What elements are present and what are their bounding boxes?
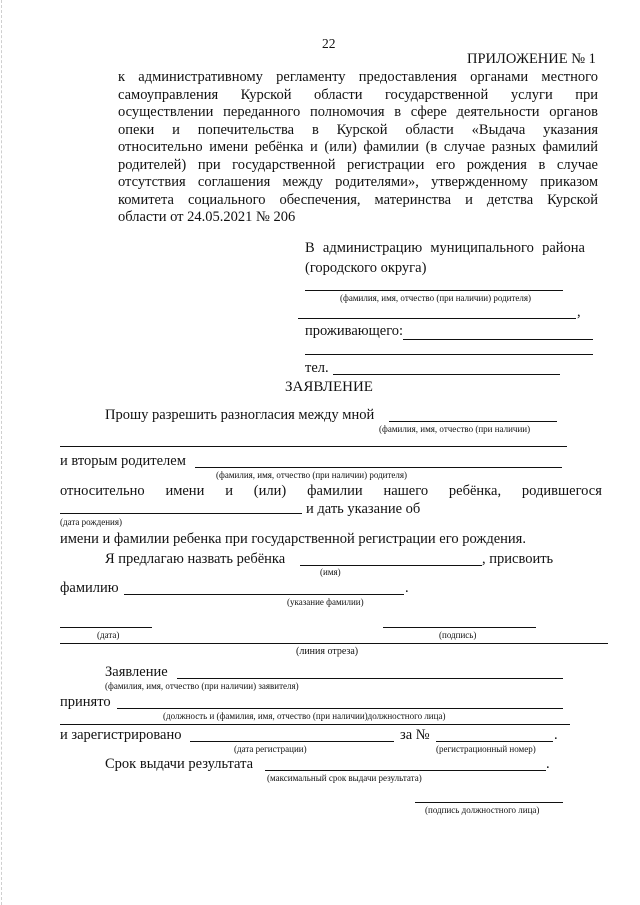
reg-date-caption: (дата регистрации) — [234, 744, 307, 754]
second-parent-label: и вторым родителем — [60, 453, 186, 469]
reg-number-caption: (регистрационный номер) — [436, 744, 536, 754]
residing-field[interactable] — [403, 339, 593, 340]
official-caption: (должность и (фамилия, имя, отчество (при наличии)должностного лица) — [163, 711, 446, 721]
reg-number-field[interactable] — [436, 741, 553, 742]
appendix-line: комитета социального обеспечения, материнства и детства Курской — [118, 191, 598, 208]
cut-line-caption: (линия отреза) — [296, 646, 359, 657]
second-parent-caption: (фамилия, имя, отчество (при наличии) родителя) — [216, 470, 408, 480]
fio-caption: (фамилия, имя, отчество (при наличии) — [379, 424, 531, 434]
residing-field-2[interactable] — [305, 354, 593, 355]
appendix-line: самоуправления Курской области государственной услуги при — [118, 86, 598, 103]
regarding-word: (или) — [253, 483, 287, 499]
reg-period: . — [554, 727, 558, 743]
registered-label: и зарегистрировано — [60, 727, 182, 743]
phone-label: тел. — [305, 360, 329, 376]
deadline-field[interactable] — [265, 770, 546, 771]
regarding-word: ребёнка, — [448, 483, 502, 499]
received-label: принято — [60, 694, 111, 710]
appendix-line: области от 24.05.2021 № 206 — [118, 209, 296, 225]
propose-text: Я предлагаю назвать ребёнка — [105, 551, 286, 567]
parent-name-caption: (фамилия, имя, отчество (при наличии) родителя) — [340, 293, 532, 303]
name-surname-text: имени и фамилии ребенка при государственной регистрации его рождения. — [60, 531, 526, 547]
deadline-period: . — [546, 756, 550, 772]
applicant-caption: (фамилия, имя, отчество (при наличии) заявителя) — [105, 681, 299, 691]
addressee-line2: (городского округа) — [305, 260, 427, 276]
deadline-caption: (максимальный срок выдачи результата) — [267, 773, 422, 783]
birth-date-field[interactable] — [60, 513, 302, 514]
child-name-field[interactable] — [300, 565, 482, 566]
regarding-line — [60, 484, 602, 499]
parent-name-line[interactable] — [305, 290, 563, 291]
residing-label: проживающего: — [305, 323, 404, 339]
date-field[interactable] — [60, 627, 152, 628]
parent-name-line-2[interactable] — [298, 318, 576, 319]
applicant-fio-field[interactable] — [389, 421, 557, 422]
phone-field[interactable] — [333, 374, 560, 375]
deadline-label: Срок выдачи результата — [105, 756, 254, 772]
applicant-field[interactable] — [177, 678, 563, 679]
request-text: Прошу разрешить разногласия между мной — [105, 407, 375, 423]
surname-label: фамилию — [60, 580, 119, 596]
assign-text: , присвоить — [482, 551, 554, 567]
official-signature-field[interactable] — [415, 802, 563, 803]
birth-date-caption: (дата рождения) — [60, 517, 122, 527]
regarding-word: имени — [165, 483, 205, 499]
surname-period: . — [405, 580, 409, 596]
tear-off-extra-line[interactable] — [60, 724, 570, 725]
statement-title: ЗАЯВЛЕНИЕ — [285, 379, 373, 395]
appendix-line: опеки и попечительства в Курской области «Выдача указания — [118, 121, 598, 138]
regarding-word: фамилии — [307, 483, 363, 499]
regarding-word: нашего — [383, 483, 429, 499]
application-label: Заявление — [105, 664, 168, 680]
regarding-word: относительно — [60, 483, 145, 499]
appendix-line: родителей) при государственной регистрации его рождения в случае — [118, 156, 598, 173]
name-caption: (имя) — [320, 567, 341, 577]
appendix-line: относительно имени ребёнка и (или) фамилии (в случае разных фамилий — [118, 139, 598, 155]
signature-caption: (подпись) — [439, 630, 477, 640]
appendix-line: к административному регламенту предоставления органами местного — [118, 69, 598, 85]
regarding-word: и — [225, 483, 233, 499]
appendix-line: осуществлении переданного полномочия в сфере деятельности органов — [118, 104, 598, 120]
surname-field[interactable] — [124, 594, 404, 595]
surname-caption: (указание фамилии) — [287, 597, 364, 607]
appendix-title: ПРИЛОЖЕНИЕ № 1 — [467, 51, 596, 67]
appendix-line: отсутствия соглашения между родителями», утвержденному приказом — [118, 174, 598, 190]
official-signature-caption: (подпись должностного лица) — [425, 805, 540, 815]
second-parent-field[interactable] — [195, 467, 562, 468]
applicant-fio-field-2[interactable] — [60, 446, 567, 447]
reg-date-field[interactable] — [190, 741, 394, 742]
scan-edge — [1, 0, 2, 905]
regarding-word: родившегося — [521, 483, 602, 499]
page-number: 22 — [322, 36, 336, 51]
date-caption: (дата) — [97, 630, 120, 640]
number-label: за № — [400, 727, 430, 743]
signature-field[interactable] — [383, 627, 536, 628]
addressee-line1: В администрацию муниципального района — [305, 240, 585, 256]
cut-line — [60, 643, 608, 644]
give-instruction-text: и дать указание об — [306, 501, 421, 517]
comma: , — [577, 304, 581, 320]
official-field[interactable] — [117, 708, 563, 709]
